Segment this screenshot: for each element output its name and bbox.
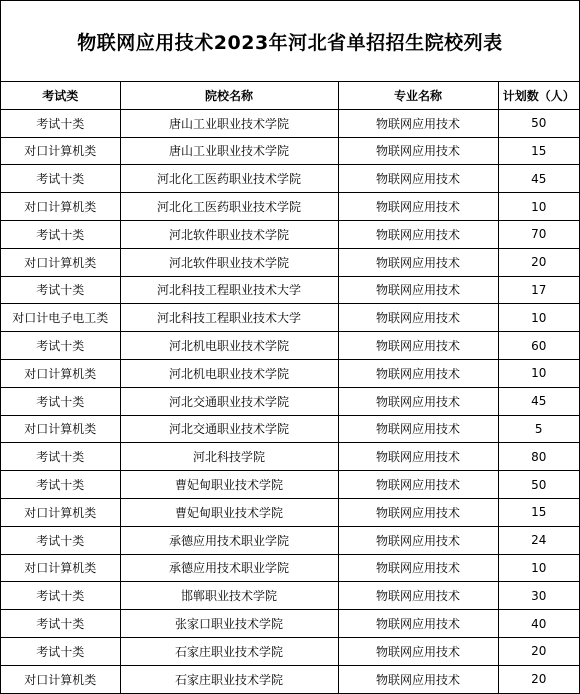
table-body (1, 109, 579, 692)
major-name-cell: 物联网应用技术 (338, 359, 498, 387)
plan-count-cell: 10 (498, 193, 579, 221)
plan-count-cell: 70 (498, 220, 579, 248)
school-name-cell: 邯郸职业技术学院 (120, 582, 338, 610)
plan-count-cell: 10 (498, 554, 579, 582)
major-name-cell: 物联网应用技术 (338, 415, 498, 443)
exam-category-cell: 考试十类 (1, 220, 120, 248)
table-row (1, 109, 579, 137)
major-name-cell: 物联网应用技术 (338, 582, 498, 610)
exam-category-cell: 考试十类 (1, 637, 120, 665)
page-title: 物联网应用技术2023年河北省单招招生院校列表 (1, 1, 579, 82)
school-name-cell: 张家口职业技术学院 (120, 610, 338, 638)
plan-count-cell: 45 (498, 387, 579, 415)
school-name-cell: 河北交通职业技术学院 (120, 387, 338, 415)
exam-category-cell: 对口计算机类 (1, 554, 120, 582)
plan-count-cell: 60 (498, 332, 579, 360)
exam-category-cell: 对口计电子电工类 (1, 304, 120, 332)
major-name-cell: 物联网应用技术 (338, 220, 498, 248)
table-row (1, 387, 579, 415)
table-row (1, 471, 579, 499)
major-name-cell: 物联网应用技术 (338, 165, 498, 193)
table-row (1, 165, 579, 193)
major-name-cell: 物联网应用技术 (338, 387, 498, 415)
exam-category-cell: 考试十类 (1, 332, 120, 360)
school-name-cell: 河北科技工程职业技术大学 (120, 276, 338, 304)
table-header-row (1, 82, 579, 109)
exam-category-cell: 考试十类 (1, 276, 120, 304)
table-row (1, 137, 579, 165)
exam-category-cell: 考试十类 (1, 582, 120, 610)
plan-count-cell: 20 (498, 248, 579, 276)
school-name-cell: 河北软件职业技术学院 (120, 248, 338, 276)
school-name-cell: 河北机电职业技术学院 (120, 359, 338, 387)
school-name-cell: 曹妃甸职业技术学院 (120, 471, 338, 499)
table-row (1, 193, 579, 221)
school-name-cell: 河北科技工程职业技术大学 (120, 304, 338, 332)
table-row (1, 248, 579, 276)
school-name-cell: 石家庄职业技术学院 (120, 637, 338, 665)
school-name-cell: 承德应用技术职业学院 (120, 526, 338, 554)
school-name-cell: 唐山工业职业技术学院 (120, 109, 338, 137)
school-name-cell: 曹妃甸职业技术学院 (120, 498, 338, 526)
plan-count-cell: 30 (498, 582, 579, 610)
school-name-cell: 唐山工业职业技术学院 (120, 137, 338, 165)
exam-category-cell: 考试十类 (1, 443, 120, 471)
major-name-cell: 物联网应用技术 (338, 554, 498, 582)
plan-count-cell: 80 (498, 443, 579, 471)
table-row (1, 276, 579, 304)
table-row (1, 582, 579, 610)
plan-count-cell: 20 (498, 637, 579, 665)
plan-count-cell: 20 (498, 665, 579, 692)
table-row (1, 665, 579, 692)
header-major-name: 专业名称 (338, 82, 498, 109)
plan-count-cell: 10 (498, 359, 579, 387)
plan-count-cell: 24 (498, 526, 579, 554)
major-name-cell: 物联网应用技术 (338, 332, 498, 360)
major-name-cell: 物联网应用技术 (338, 610, 498, 638)
exam-category-cell: 考试十类 (1, 471, 120, 499)
header-school-name: 院校名称 (120, 82, 338, 109)
exam-category-cell: 对口计算机类 (1, 498, 120, 526)
table-row (1, 498, 579, 526)
plan-count-cell: 50 (498, 109, 579, 137)
school-name-cell: 承德应用技术职业学院 (120, 554, 338, 582)
exam-category-cell: 考试十类 (1, 165, 120, 193)
school-name-cell: 河北科技学院 (120, 443, 338, 471)
table-row (1, 637, 579, 665)
major-name-cell: 物联网应用技术 (338, 193, 498, 221)
plan-count-cell: 17 (498, 276, 579, 304)
enrollment-table (1, 82, 579, 693)
table-row (1, 526, 579, 554)
plan-count-cell: 50 (498, 471, 579, 499)
major-name-cell: 物联网应用技术 (338, 526, 498, 554)
major-name-cell: 物联网应用技术 (338, 137, 498, 165)
header-exam-category: 考试类 (1, 82, 120, 109)
table-row (1, 415, 579, 443)
major-name-cell: 物联网应用技术 (338, 276, 498, 304)
plan-count-cell: 5 (498, 415, 579, 443)
exam-category-cell: 考试十类 (1, 526, 120, 554)
header-plan-count: 计划数（人） (498, 82, 579, 109)
table-row (1, 610, 579, 638)
major-name-cell: 物联网应用技术 (338, 443, 498, 471)
major-name-cell: 物联网应用技术 (338, 248, 498, 276)
table-row (1, 332, 579, 360)
exam-category-cell: 对口计算机类 (1, 665, 120, 692)
major-name-cell: 物联网应用技术 (338, 471, 498, 499)
table-row (1, 220, 579, 248)
major-name-cell: 物联网应用技术 (338, 304, 498, 332)
school-name-cell: 河北化工医药职业技术学院 (120, 193, 338, 221)
major-name-cell: 物联网应用技术 (338, 637, 498, 665)
plan-count-cell: 15 (498, 137, 579, 165)
exam-category-cell: 对口计算机类 (1, 248, 120, 276)
table-row (1, 359, 579, 387)
exam-category-cell: 对口计算机类 (1, 137, 120, 165)
exam-category-cell: 考试十类 (1, 610, 120, 638)
table-row (1, 443, 579, 471)
exam-category-cell: 考试十类 (1, 109, 120, 137)
plan-count-cell: 40 (498, 610, 579, 638)
plan-count-cell: 45 (498, 165, 579, 193)
exam-category-cell: 对口计算机类 (1, 415, 120, 443)
school-name-cell: 河北机电职业技术学院 (120, 332, 338, 360)
table-row (1, 554, 579, 582)
exam-category-cell: 对口计算机类 (1, 359, 120, 387)
major-name-cell: 物联网应用技术 (338, 109, 498, 137)
major-name-cell: 物联网应用技术 (338, 498, 498, 526)
exam-category-cell: 对口计算机类 (1, 193, 120, 221)
table-row (1, 304, 579, 332)
school-name-cell: 河北软件职业技术学院 (120, 220, 338, 248)
exam-category-cell: 考试十类 (1, 387, 120, 415)
school-name-cell: 石家庄职业技术学院 (120, 665, 338, 692)
school-name-cell: 河北交通职业技术学院 (120, 415, 338, 443)
school-name-cell: 河北化工医药职业技术学院 (120, 165, 338, 193)
plan-count-cell: 10 (498, 304, 579, 332)
plan-count-cell: 15 (498, 498, 579, 526)
major-name-cell: 物联网应用技术 (338, 665, 498, 692)
